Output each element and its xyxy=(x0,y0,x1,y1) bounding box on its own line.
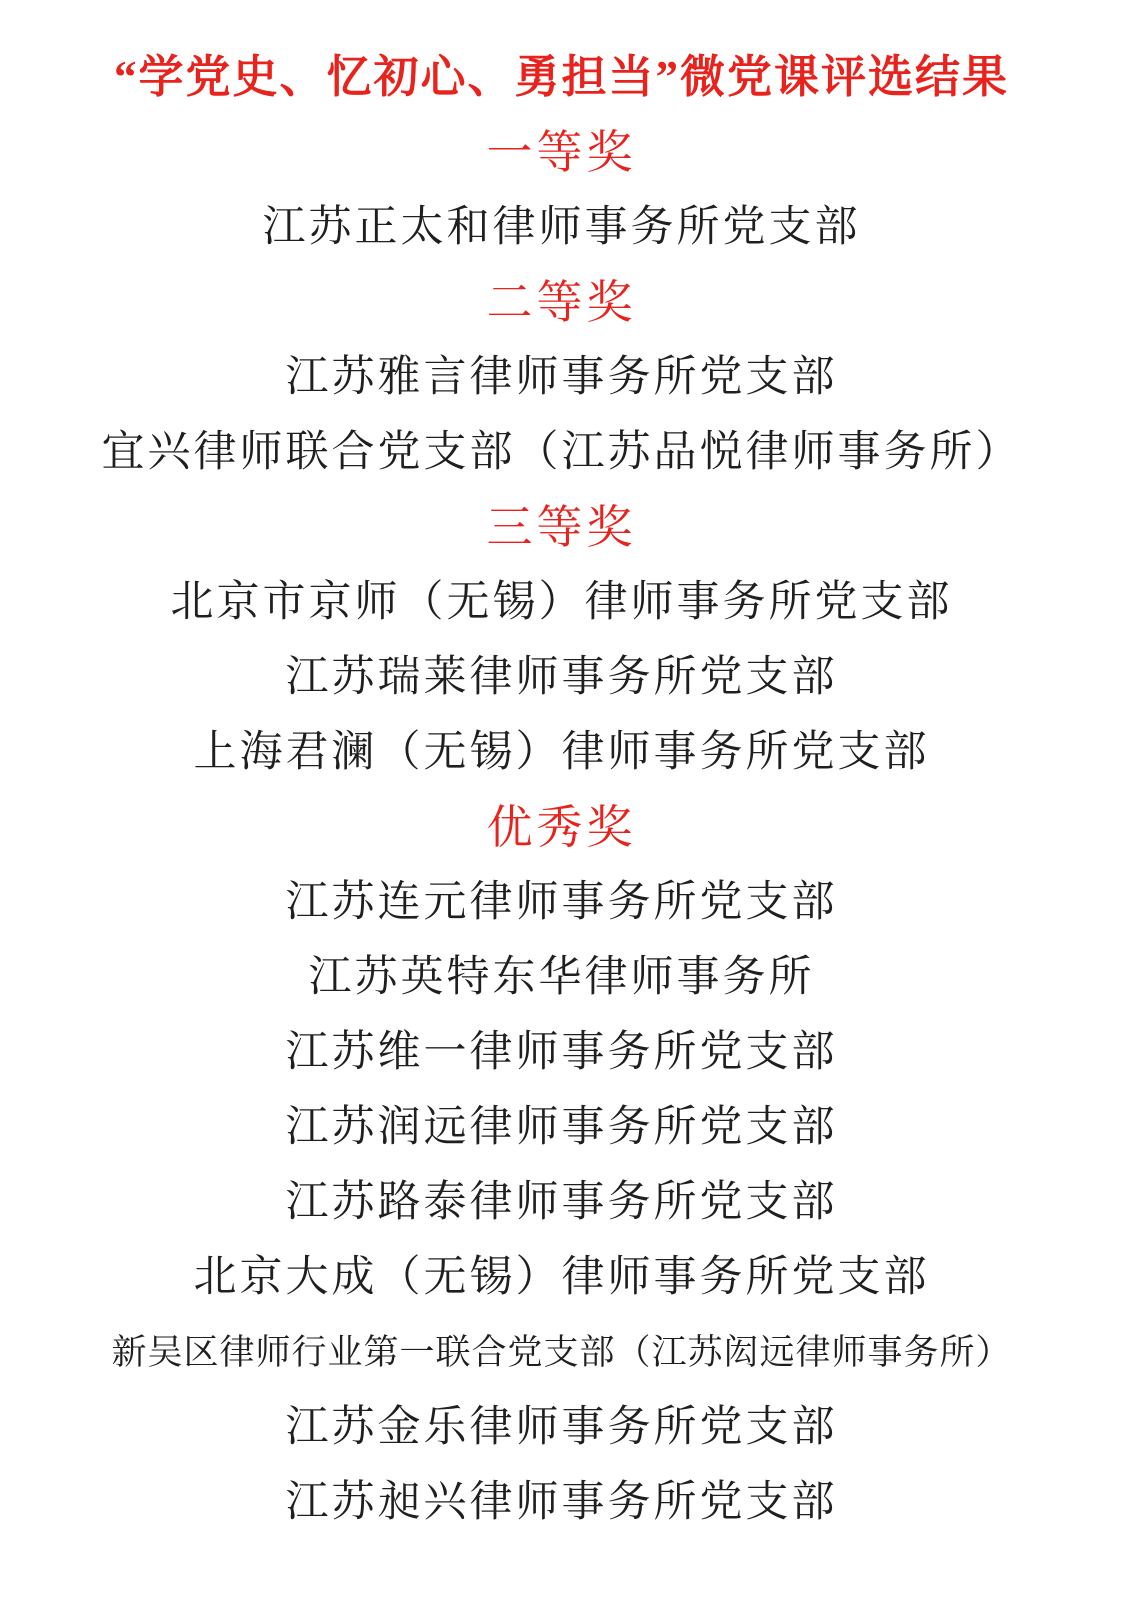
winner-name: 北京大成（无锡）律师事务所党支部 xyxy=(193,1254,930,1301)
winner-name: 上海君澜（无锡）律师事务所党支部 xyxy=(193,729,930,776)
winner-name: 江苏维一律师事务所党支部 xyxy=(285,1029,838,1076)
award-heading: 一等奖 xyxy=(486,127,637,178)
winner-name: 江苏正太和律师事务所党支部 xyxy=(262,204,861,251)
winner-name: 江苏雅言律师事务所党支部 xyxy=(285,354,838,401)
winner-name: 江苏润远律师事务所党支部 xyxy=(285,1104,838,1151)
winner-name: 江苏路泰律师事务所党支部 xyxy=(285,1179,838,1226)
winner-name: 北京市京师（无锡）律师事务所党支部 xyxy=(170,579,953,626)
winner-name: 江苏金乐律师事务所党支部 xyxy=(285,1404,838,1451)
award-heading: 优秀奖 xyxy=(486,802,637,853)
award-heading: 二等奖 xyxy=(486,277,637,328)
winner-name: 新吴区律师行业第一联合党支部（江苏闳远律师事务所） xyxy=(111,1333,1012,1372)
document-title: “学党史、忆初心、勇担当”微党课评选结果 xyxy=(113,52,1009,102)
winner-name: 江苏瑞莱律师事务所党支部 xyxy=(285,654,838,701)
winner-name: 江苏昶兴律师事务所党支部 xyxy=(285,1479,838,1526)
award-heading: 三等奖 xyxy=(486,502,637,553)
award-sections xyxy=(0,115,1123,1540)
winner-name: 宜兴律师联合党支部（江苏品悦律师事务所） xyxy=(101,429,1022,476)
winner-name: 江苏英特东华律师事务所 xyxy=(308,954,815,1001)
winner-name: 江苏连元律师事务所党支部 xyxy=(285,879,838,926)
